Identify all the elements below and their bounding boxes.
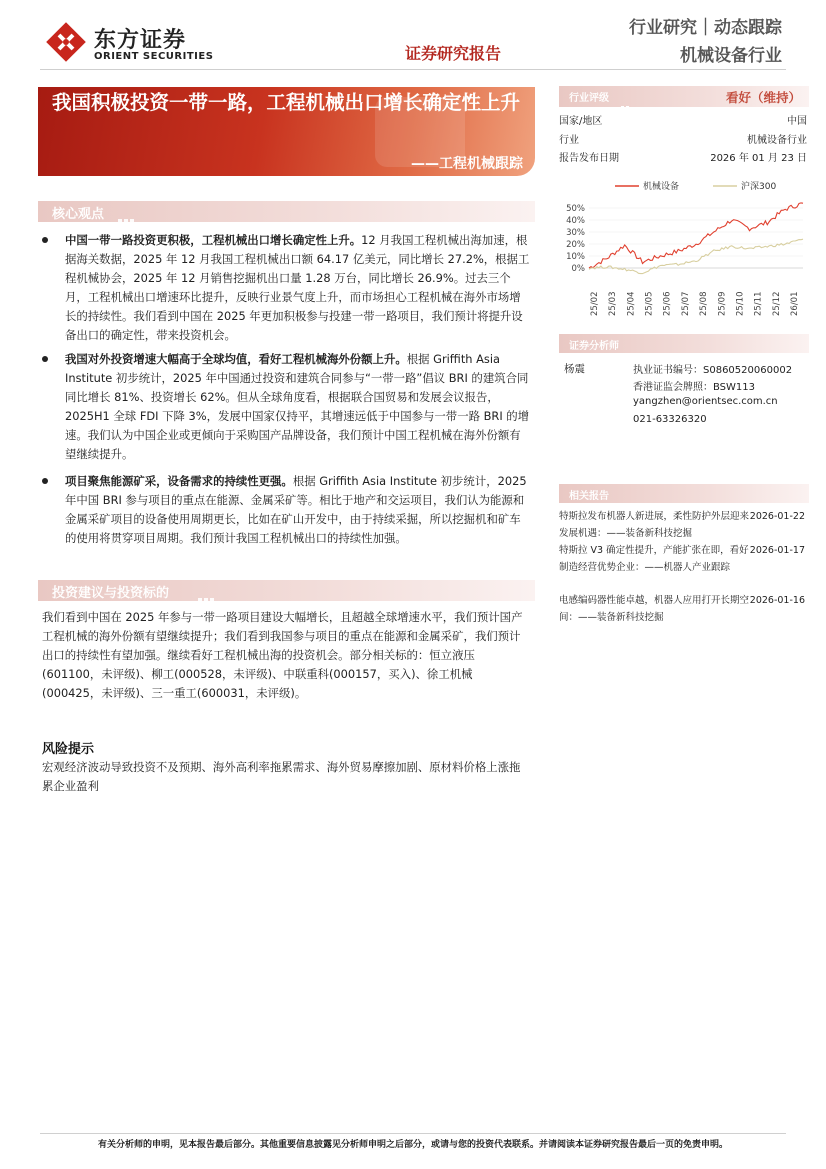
y-tick-label: 0% [571,264,585,274]
y-tick-label: 30% [566,228,585,238]
x-tick-label: 25/02 [590,291,600,316]
related-report-3[interactable] [559,592,809,626]
brand-name-en: ORIENT SECURITIES [94,51,214,62]
related-report-title[interactable]: 电感编码器性能卓越，机器人应用打开长期空间：——装备新科技挖掘 [559,595,750,623]
info-row-date [559,149,809,165]
related-report-title[interactable]: 特斯拉 V3 确定性提升，产能扩张在即，看好制造经营优势企业：——机器人产业跟踪 [559,545,749,573]
x-tick-label: 25/04 [626,291,637,316]
analyst-email[interactable]: yangzhen@orientsec.com.cn [633,396,778,407]
info-row-industry [559,131,809,147]
bullet-2-bold: 我国对外投资增速大幅高于全球均值，看好工程机械海外份额上升。 [65,352,407,366]
performance-chart [559,176,809,326]
report-type-label: 证券研究报告 [405,44,502,63]
bullet-3-text: 根据 Griffith Asia Institute 初步统计，2025 年中国 BRI 参与项目的重点在能源、金属采矿等。相比于地产和交运项目，我们认为能源和金属采矿项目的设备使用周期更长，比如在矿山开发中，由于持续采掘，所以挖掘机和矿车的使用将贯穿项目周期。我们预计我国工程机械出口的持续性加强。 [65,474,527,545]
bullet-dot-icon [42,356,48,362]
y-tick-label: 10% [566,252,585,262]
info-key: 国家/地区 [559,116,603,127]
related-report-date: 2026-01-22 [749,511,805,522]
bullet-2-text: 根据 Griffith Asia Institute 初步统计，2025 年中国通过投资和建筑合同参与“一带一路”倡议 BRI 的建筑合同同比增长 81%、投资增长 62%。但从全球角度看，根据联合国贸易和发展会议报告，2025H1 全球 FDI 下降 3%，发展中国家仅持平，其增速远低于中国参与一带一路 BRI 的增速。我们认为中国企业或更倾向于采购国产品牌设备，我们预计中国工程机械在海外份额有望继续提升。 [65,352,530,461]
bullet-1-bold: 中国一带一路投资更积极，工程机械出口增长确定性上升。 [65,233,362,247]
analyst-hk-license: 香港证监会牌照：BSW113 [633,382,756,393]
related-section-title: 相关报告 [569,491,609,502]
x-tick-label: 25/10 [735,291,746,316]
rating-value: 看好（维持） [725,90,801,105]
legend-label: 沪深300 [741,182,777,192]
section-bar-advice [38,580,535,601]
section-bar-core [38,201,535,222]
analyst-section-title: 证券分析师 [569,341,619,352]
rating-bar [559,86,809,107]
legend-label: 机械设备 [643,182,680,192]
info-value: 中国 [787,116,807,127]
section-title-advice: 投资建议与投资标的 [52,586,170,601]
section-dots-icon [634,342,644,361]
info-value: 机械设备行业 [747,135,807,146]
bullet-2 [42,350,530,464]
risk-paragraph: 宏观经济波动导致投资不及预期、海外高利率拖累需求、海外贸易摩擦加剧、原材料价格上涨拖累企业盈利 [42,760,521,793]
rating-dots-icon [621,94,631,113]
related-report-2[interactable] [559,542,809,576]
info-key: 行业 [559,135,579,146]
y-tick-label: 20% [566,240,585,250]
info-row-region [559,112,809,128]
x-tick-label: 25/08 [699,291,710,316]
rating-label: 行业评级 [569,93,609,104]
analyst-name: 杨震 [564,363,585,375]
section-dots-icon [118,208,136,216]
analyst-cert: 执业证书编号：S0860520060002 [633,365,793,376]
orient-logo-icon [46,22,86,62]
title-banner [38,87,535,176]
x-tick-label: 25/07 [680,291,691,316]
x-tick-label: 25/09 [717,291,728,316]
y-tick-label: 50% [566,204,585,214]
x-tick-label: 25/11 [753,291,764,316]
risk-title: 风险提示 [42,742,95,757]
x-tick-label: 25/12 [771,291,782,316]
info-value: 2026 年 01 月 23 日 [710,153,807,164]
report-subtitle: ——工程机械跟踪 [411,156,523,172]
related-report-date: 2026-01-17 [749,545,805,556]
advice-paragraph: 我们看到中国在 2025 年参与一带一路项目建设大幅增长，且超越全球增速水平，我们预计国产工程机械的海外份额有望继续提升；我们看到我国参与项目的重点在能源和金属采矿，我们预计出口的持续性有望加强。继续看好工程机械出海的投资机会。部分相关标的：恒立液压(601100，未评级)、柳工(000528，未评级)、中联重科(000157，买入)、徐工机械(000425，未评级)、三一重工(600031，未评级)。 [42,610,523,700]
x-tick-label: 25/05 [644,291,655,316]
brand-logo [46,22,246,64]
report-category: 行业研究｜动态跟踪 [629,18,782,38]
bullet-1-text: 12 月我国工程机械出海加速，根据海关数据，2025 年 12 月我国工程机械出口额 64.17 亿美元，同比增长 27.2%，根据工程机械协会，2025 年 12 月销售挖掘机出口量 1.28 万台，同比增长 26.9%。过去三个月，工程机械出口增速环比提升，反映行业景气度上升，而市场担心工程机械在海外市场增长的持续性。我们看到中国在 2025 年更加积极参与投建一带一路项目，我们预计将提升设备出口的确定性，带来投资机会。 [65,233,530,342]
series-line [589,203,803,268]
industry-name: 机械设备行业 [680,46,782,66]
brand-name-cn: 东方证券 [94,28,187,53]
x-tick-label: 25/03 [608,291,619,316]
analyst-phone: 021-63326320 [633,414,707,425]
header-divider [40,69,786,70]
bullet-dot-icon [42,237,48,243]
footer-disclaimer: 有关分析师的申明，见本报告最后部分。其他重要信息披露见分析师申明之后部分，或请与您的投资代表联系。并请阅读本证券研究报告最后一页的免责申明。 [97,1140,728,1150]
related-report-title[interactable]: 特斯拉发布机器人新进展，柔性防护外层迎来发展机遇：——装备新科技挖掘 [559,511,750,539]
related-report-date: 2026-01-16 [749,595,805,606]
bullet-3 [42,472,530,548]
x-tick-label: 26/01 [790,291,800,316]
footer-divider [40,1133,786,1134]
report-title: 我国积极投资一带一路，工程机械出口增长确定性上升 [52,91,521,114]
section-title-core: 核心观点 [52,207,105,222]
bullet-3-bold: 项目聚焦能源矿采，设备需求的持续性更强。 [65,474,293,488]
section-bar-related [559,484,809,503]
section-dots-icon [198,587,216,595]
info-key: 报告发布日期 [559,153,619,164]
x-tick-label: 25/06 [662,291,673,316]
y-tick-label: 40% [566,216,585,226]
bullet-1 [42,231,530,345]
bullet-dot-icon [42,478,48,484]
related-report-1[interactable] [559,508,809,542]
section-bar-analyst [559,334,809,353]
